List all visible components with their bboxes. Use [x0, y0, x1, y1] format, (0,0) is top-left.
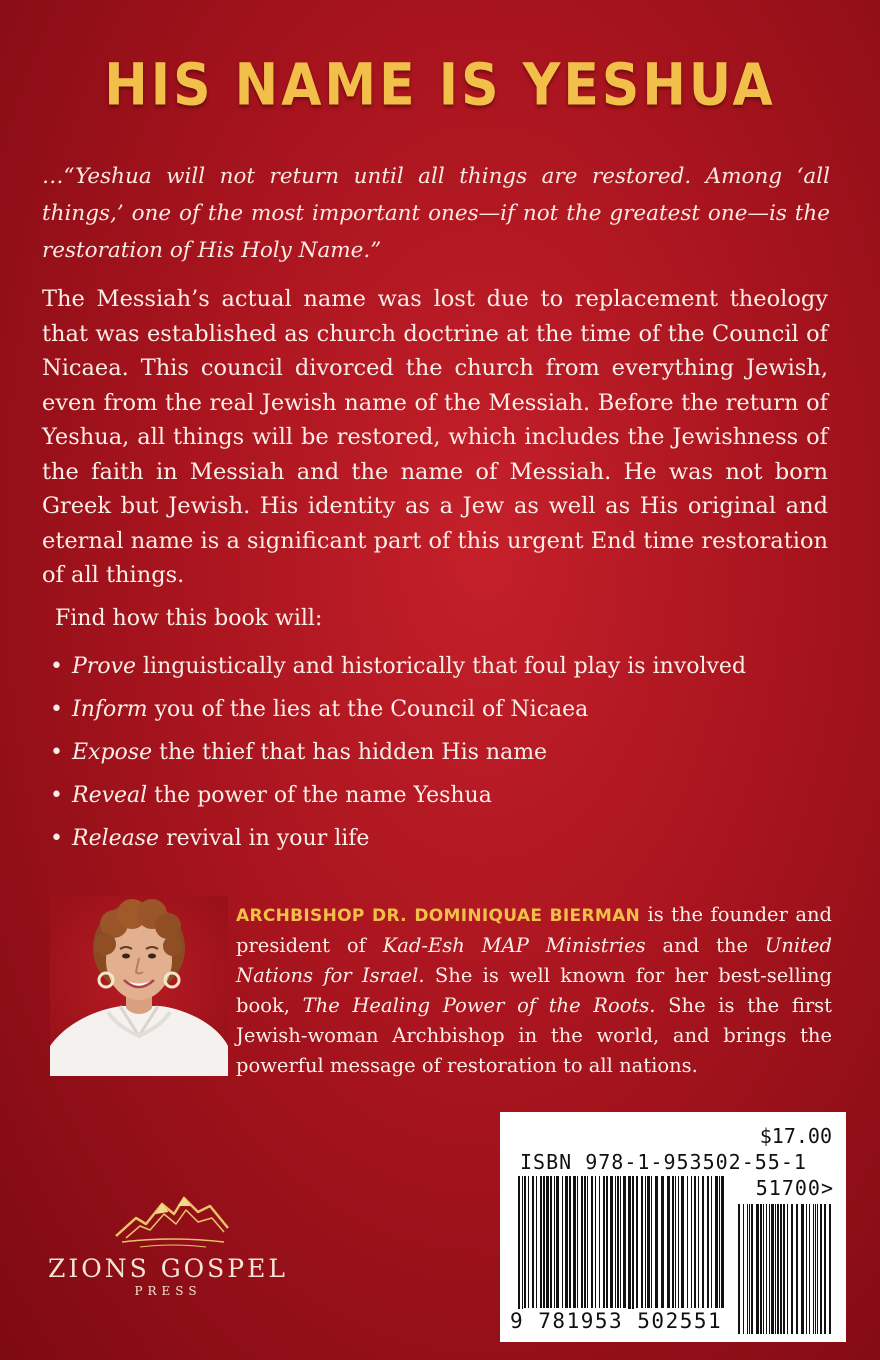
price-label: $17.00	[759, 1124, 832, 1148]
description-paragraph: The Messiah’s actual name was lost due to replacement theology that was established as church doctrine at the time of the Council of Nicaea. This council divorced the church from everything Jewish, even from the real Jewish name of the Messiah. Before the return of Yeshua, all things will be restored, which includes the Jewishness of the faith in Messiah and the name of Messiah. He was not born Greek but Jewish. His identity as a Jew as well as His original and eternal name is a significant part of this urgent End time restoration of all things.	[42, 286, 828, 588]
bio-book-title: The Healing Power of the Roots.	[302, 994, 656, 1017]
list-item	[50, 688, 746, 731]
publisher-subtitle: PRESS	[134, 1284, 202, 1298]
bullet-icon: •	[50, 826, 63, 851]
bullet-verb: Reveal	[72, 783, 148, 808]
bio-text: and the	[645, 934, 765, 957]
list-item	[50, 731, 746, 774]
bullet-verb: Prove	[72, 654, 137, 679]
author-bio	[236, 900, 832, 1081]
bullet-verb: Expose	[72, 740, 153, 765]
author-photo-icon	[50, 896, 228, 1076]
bullet-verb: Release	[72, 826, 160, 851]
list-item	[50, 817, 746, 860]
pull-quote: …“Yeshua will not return until all things are restored. Among ‘all things,’ one of the most important ones—if not the greatest one—is the restoration of His Holy Name.”	[42, 164, 830, 263]
bio-ministry: Kad-Esh MAP Ministries	[382, 934, 646, 957]
bullet-verb: Inform	[72, 697, 148, 722]
benefit-list	[50, 645, 746, 860]
bullet-icon: •	[50, 740, 63, 765]
bio-text: is the founder and president of	[236, 903, 832, 957]
barcode-digits: 9 781953 502551	[510, 1309, 723, 1333]
publisher-logo	[28, 1184, 308, 1304]
bullet-list-heading: Find how this book will:	[55, 606, 323, 631]
barcode-addon-digits: 51700>	[755, 1176, 834, 1200]
bio-text: She is well known for her best-selling book,	[236, 964, 832, 1017]
isbn-label: ISBN 978-1-953502-55-1	[520, 1150, 807, 1174]
bullet-text: the power of the name Yeshua	[147, 783, 492, 808]
bio-organization: United Nations for Israel.	[236, 934, 832, 987]
list-item	[50, 645, 746, 688]
publisher-name: ZIONS GOSPEL	[48, 1254, 288, 1283]
author-name: ARCHBISHOP DR. DOMINIQUAE BIERMAN	[236, 906, 641, 926]
bullet-text: revival in your life	[159, 826, 370, 851]
mountain-icon	[28, 1184, 308, 1254]
list-item	[50, 774, 746, 817]
bullet-icon: •	[50, 654, 63, 679]
barcode-panel	[500, 1112, 846, 1342]
bullet-icon: •	[50, 697, 63, 722]
book-title: HIS NAME IS YESHUA	[104, 52, 776, 120]
bullet-text: the thief that has hidden His name	[152, 740, 548, 765]
bio-text: She is the first Jewish-woman Archbishop in the world, and brings the powerful message of restoration to all nations.	[236, 994, 832, 1077]
bullet-text: linguistically and historically that foul play is involved	[136, 654, 747, 679]
bullet-icon: •	[50, 783, 63, 808]
bullet-text: you of the lies at the Council of Nicaea	[147, 697, 589, 722]
author-portrait	[50, 896, 228, 1076]
